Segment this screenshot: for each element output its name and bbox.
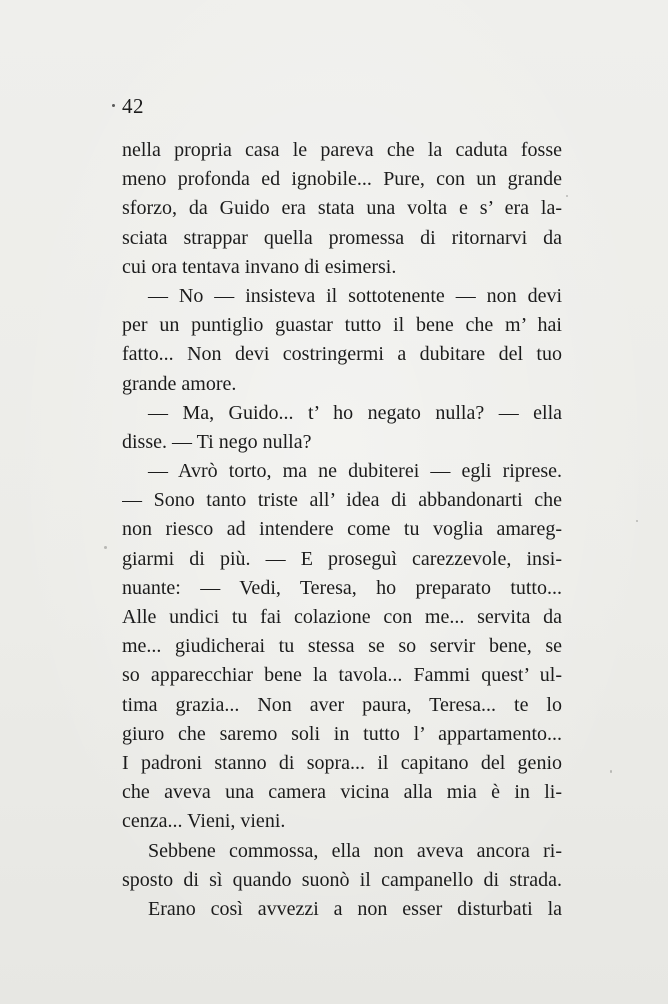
text-line: I padroni stanno di sopra... il capitano del genio [122, 751, 562, 774]
body-text [122, 136, 562, 924]
text-line: — Avrò torto, ma ne dubiterei — egli riprese. [148, 460, 562, 483]
text-line: tima grazia... Non aver paura, Teresa... te lo [122, 693, 562, 716]
text-line: nuante: — Vedi, Teresa, ho preparato tutto... [122, 576, 562, 599]
text-line: non riesco ad intendere come tu voglia amareg- [122, 518, 562, 541]
text-line: cenza... Vieni, vieni. [122, 810, 286, 833]
page-number: 42 [122, 94, 144, 118]
paper-speck [636, 520, 638, 522]
text-line: Alle undici tu fai colazione con me... servita da [122, 606, 562, 628]
text-line: disse. — Ti nego nulla? [122, 430, 312, 453]
text-line: nella propria casa le pareva che la caduta fosse [122, 139, 562, 161]
paper-speck [566, 195, 568, 197]
text-line: Sebbene commossa, ella non aveva ancora ri- [148, 839, 562, 862]
text-line: per un puntiglio guastar tutto il bene che m’ hai [122, 314, 562, 337]
text-line: so apparecchiar bene la tavola... Fammi quest’ ul- [122, 664, 562, 687]
text-line: Erano così avvezzi a non esser disturbati la [148, 897, 562, 920]
text-line: giuro che saremo soli in tutto l’ appartamento... [122, 722, 562, 745]
text-line: cui ora tentava invano di esimersi. [122, 255, 397, 278]
text-line: — No — insisteva il sottotenente — non devi [148, 284, 562, 307]
text-line: me... giudicherai tu stessa se so servir bene, se [122, 635, 562, 658]
text-line: giarmi di più. — E proseguì carezzevole, insi- [122, 547, 562, 570]
page-mark [112, 104, 115, 107]
paper-speck [104, 546, 107, 549]
paper-speck [610, 770, 612, 773]
text-line: che aveva una camera vicina alla mia è in li- [122, 781, 562, 804]
text-line: fatto... Non devi costringermi a dubitare del tuo [122, 343, 562, 366]
text-line: sforzo, da Guido era stata una volta e s’ era la- [122, 197, 562, 220]
text-line: sposto di sì quando suonò il campanello di strada. [122, 868, 562, 891]
text-line: sciata strappar quella promessa di ritornarvi da [122, 226, 562, 249]
text-line: — Ma, Guido... t’ ho negato nulla? — ella [148, 401, 562, 424]
text-line: meno profonda ed ignobile... Pure, con un grande [122, 168, 562, 191]
text-line: — Sono tanto triste all’ idea di abbandonarti che [122, 489, 562, 512]
text-line: grande amore. [122, 372, 237, 395]
